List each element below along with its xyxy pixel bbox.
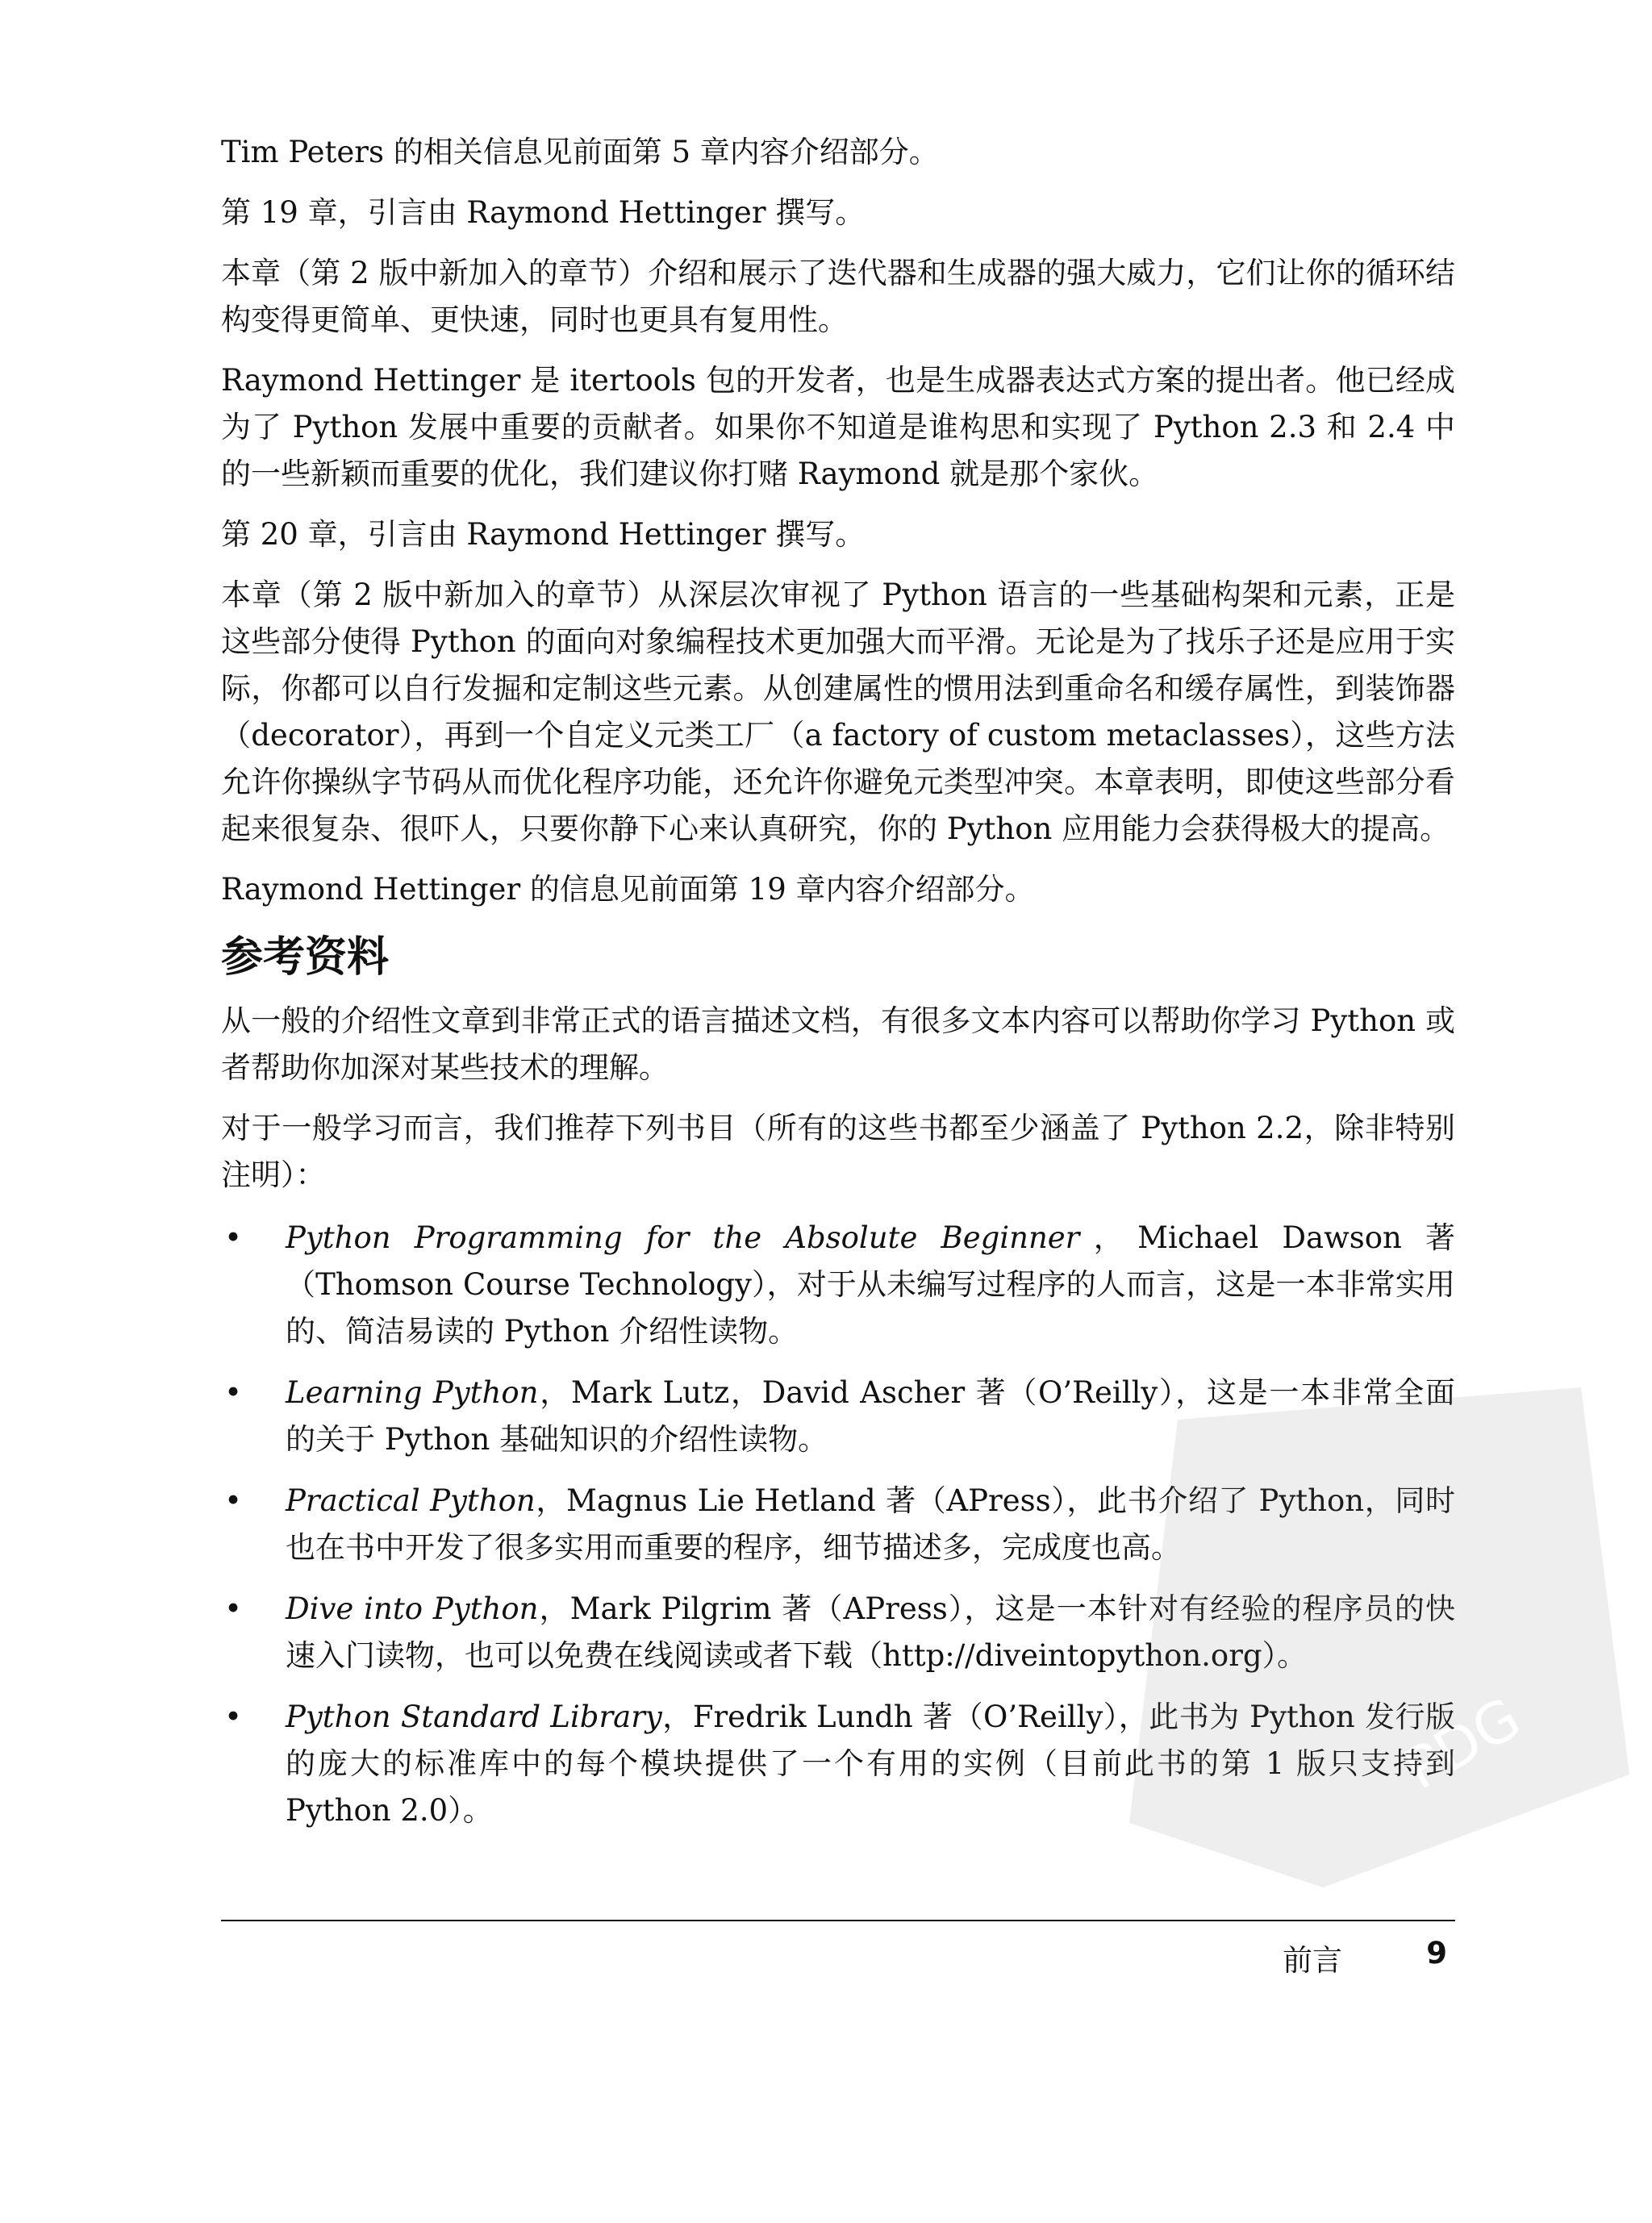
paragraph: Tim Peters 的相关信息见前面第 5 章内容介绍部分。 <box>221 135 939 169</box>
paragraph: Raymond Hettinger 的信息见前面第 19 章内容介绍部分。 <box>221 872 1035 907</box>
paragraph: Raymond Hettinger 是 itertools 包的开发者，也是生成器表达式方案的提出者。他已经成为了 Python 发展中重要的贡献者。如果你不知道是谁构思和实现了 Python 2.3 和 2.4 中的一些新颖而重要的优化，我们建议你打赌 Raymond 就是那个家伙。 <box>221 363 1455 491</box>
book-title: Python Standard Library <box>286 1700 662 1734</box>
bullet-icon: • <box>224 1700 242 1734</box>
list-item <box>221 1478 1455 1571</box>
book-title: Python Programming for the Absolute Beginner <box>286 1220 1080 1255</box>
bullet-icon: • <box>224 1591 242 1626</box>
book-description: ，Mark Lutz，David Ascher 著（O’Reilly），这是一本非常全面的关于 Python 基础知识的介绍性读物。 <box>286 1375 1455 1457</box>
paragraph: 对于一般学习而言，我们推荐下列书目（所有的这些书都至少涵盖了 Python 2.2，除非特别注明）： <box>221 1111 1455 1192</box>
book-title: Dive into Python <box>286 1591 539 1626</box>
book-description: ，Mark Pilgrim 著（APress），这是一本针对有经验的程序员的快速入门读物，也可以免费在线阅读或者下载（http://diveintopython.org）。 <box>286 1591 1455 1673</box>
book-description: ，Michael Dawson 著（Thomson Course Technology），对于从未编写过程序的人而言，这是一本非常实用的、简洁易读的 Python 介绍性读物。 <box>286 1220 1455 1349</box>
book-title: Learning Python <box>286 1375 539 1410</box>
book-list <box>221 1215 1455 1834</box>
page-number: 9 <box>1426 1936 1447 1971</box>
list-item <box>221 1370 1455 1463</box>
watermark-text: PDG <box>1393 1684 1532 1803</box>
paragraph: 本章（第 2 版中新加入的章节）介绍和展示了迭代器和生成器的强大威力，它们让你的循环结构变得更简单、更快速，同时也更具有复用性。 <box>221 256 1455 337</box>
paragraph: 从一般的介绍性文章到非常正式的语言描述文档，有很多文本内容可以帮助你学习 Python 或者帮助你加深对某些技术的理解。 <box>221 1003 1455 1085</box>
list-item <box>221 1694 1455 1834</box>
footer-divider <box>221 1920 1455 1921</box>
paragraph: 第 20 章，引言由 Raymond Hettinger 撰写。 <box>221 517 866 552</box>
page-footer <box>221 1936 1455 1984</box>
section-heading: 参考资料 <box>221 933 390 982</box>
book-title: Practical Python <box>286 1483 536 1518</box>
book-description: ，Magnus Lie Hetland 著（APress），此书介绍了 Python，同时也在书中开发了很多实用而重要的程序，细节描述多，完成度也高。 <box>286 1483 1456 1565</box>
paragraph: 第 19 章，引言由 Raymond Hettinger 撰写。 <box>221 195 866 230</box>
bullet-icon: • <box>224 1220 242 1255</box>
bullet-icon: • <box>224 1483 242 1518</box>
list-item <box>221 1215 1455 1355</box>
page-content <box>221 129 1455 1849</box>
footer-label: 前言 <box>1283 1943 1342 1978</box>
bullet-icon: • <box>224 1375 242 1410</box>
book-description: ，Fredrik Lundh 著（O’Reilly），此书为 Python 发行版的庞大的标准库中的每个模块提供了一个有用的实例（目前此书的第 1 版只支持到 Python 2.0）。 <box>286 1700 1455 1828</box>
list-item <box>221 1586 1455 1679</box>
paragraph: 本章（第 2 版中新加入的章节）从深层次审视了 Python 语言的一些基础构架和元素，正是这些部分使得 Python 的面向对象编程技术更加强大而平滑。无论是为了找乐子还是应用于实际，你都可以自行发掘和定制这些元素。从创建属性的惯用法到重命名和缓存属性，到装饰器（decorator），再到一个自定义元类工厂（a factory of custom metaclasses），这些方法允许你操纵字节码从而优化程序功能，还允许你避免元类型冲突。本章表明，即使这些部分看起来很复杂、很吓人，只要你静下心来认真研究，你的 Python 应用能力会获得极大的提高。 <box>221 578 1455 846</box>
